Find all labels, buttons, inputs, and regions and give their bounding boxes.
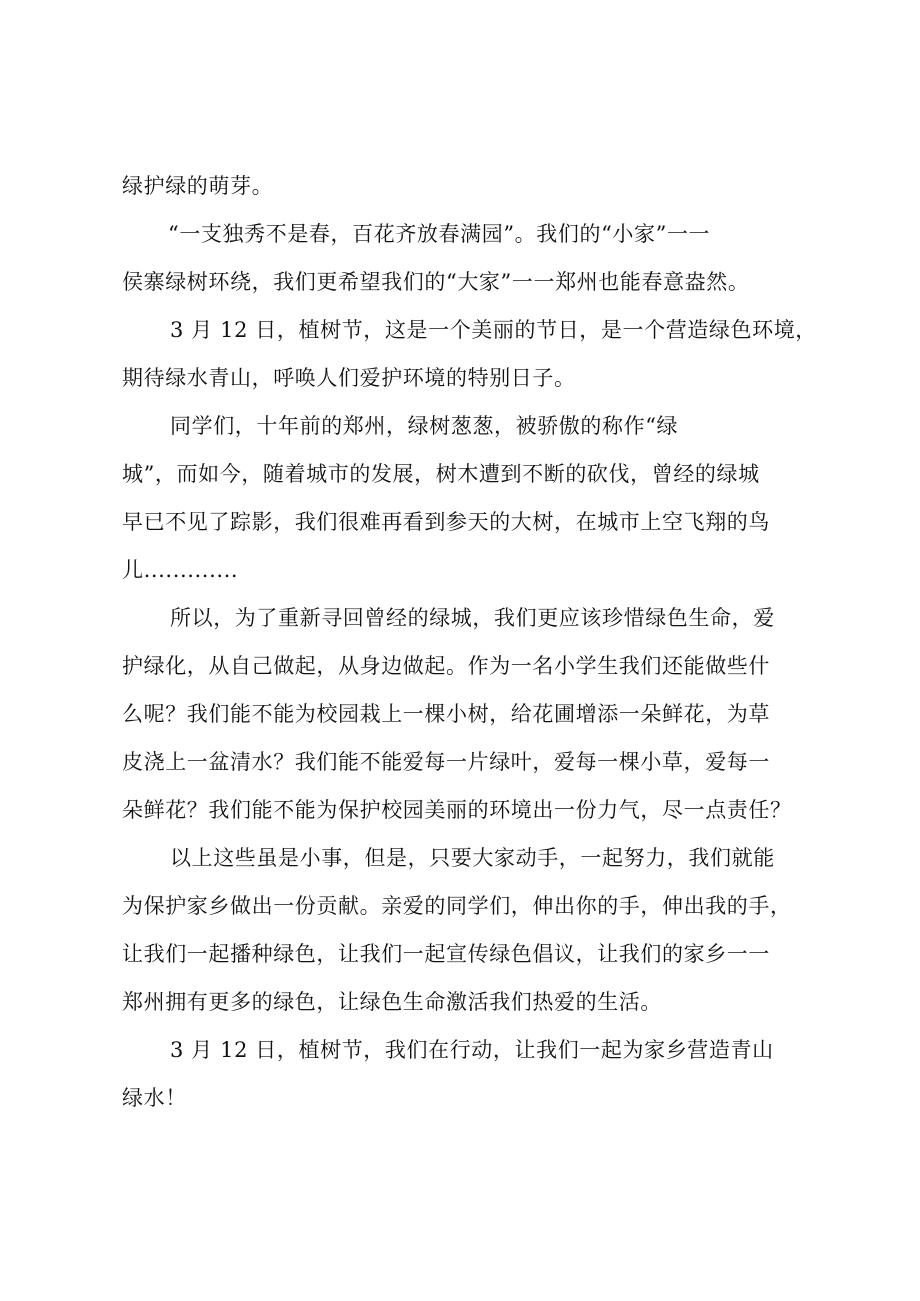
text-line: 皮浇上一盆清水？我们能不能爱每一片绿叶，爱每一棵小草，爱每一 [122,750,770,774]
text-line: 朵鲜花？我们能不能为保护校园美丽的环境出一份力气，尽一点责任？ [122,798,792,822]
text-line: 儿............. [122,558,239,582]
text-line: 同学们，十年前的郑州，绿树葱葱，被骄傲的称作“绿 [170,414,679,438]
text-line: 侯寨绿树环绕，我们更希望我们的“大家”一一郑州也能春意盎然。 [122,270,750,294]
text-line: 绿水！ [122,1086,187,1110]
text-line: “一支独秀不是春，百花齐放春满园”。我们的“小家”一一 [168,222,711,246]
text-line: 城”，而如今，随着城市的发展，树木遭到不断的砍伐，曾经的绿城 [122,462,760,486]
text-line: 绿护绿的萌芽。 [122,174,274,198]
text-line: 护绿化，从自己做起，从身边做起。作为一名小学生我们还能做些什 [122,654,770,678]
text-line: 所以，为了重新寻回曾经的绿城，我们更应该珍惜绿色生命，爱 [170,606,775,630]
text-line: 么呢？我们能不能为校园栽上一棵小树，给花圃增添一朵鲜花，为草 [122,702,770,726]
text-line: 郑州拥有更多的绿色，让绿色生命激活我们热爱的生活。 [122,990,662,1014]
text-line: 以上这些虽是小事，但是，只要大家动手，一起努力，我们就能 [170,846,775,870]
article-body [122,162,834,1122]
text-line: 3 月 12 日，植树节，这是一个美丽的节日，是一个营造绿色环境， [170,318,817,342]
text-line: 3 月 12 日，植树节，我们在行动，让我们一起为家乡营造青山 [170,1038,774,1062]
text-line: 让我们一起播种绿色，让我们一起宣传绿色倡议，让我们的家乡一一 [122,942,770,966]
text-line: 期待绿水青山，呼唤人们爱护环境的特别日子。 [122,366,576,390]
text-line: 为保护家乡做出一份贡献。亲爱的同学们，伸出你的手，伸出我的手， [122,894,792,918]
text-line: 早已不见了踪影，我们很难再看到参天的大树，在城市上空飞翔的鸟 [122,510,770,534]
